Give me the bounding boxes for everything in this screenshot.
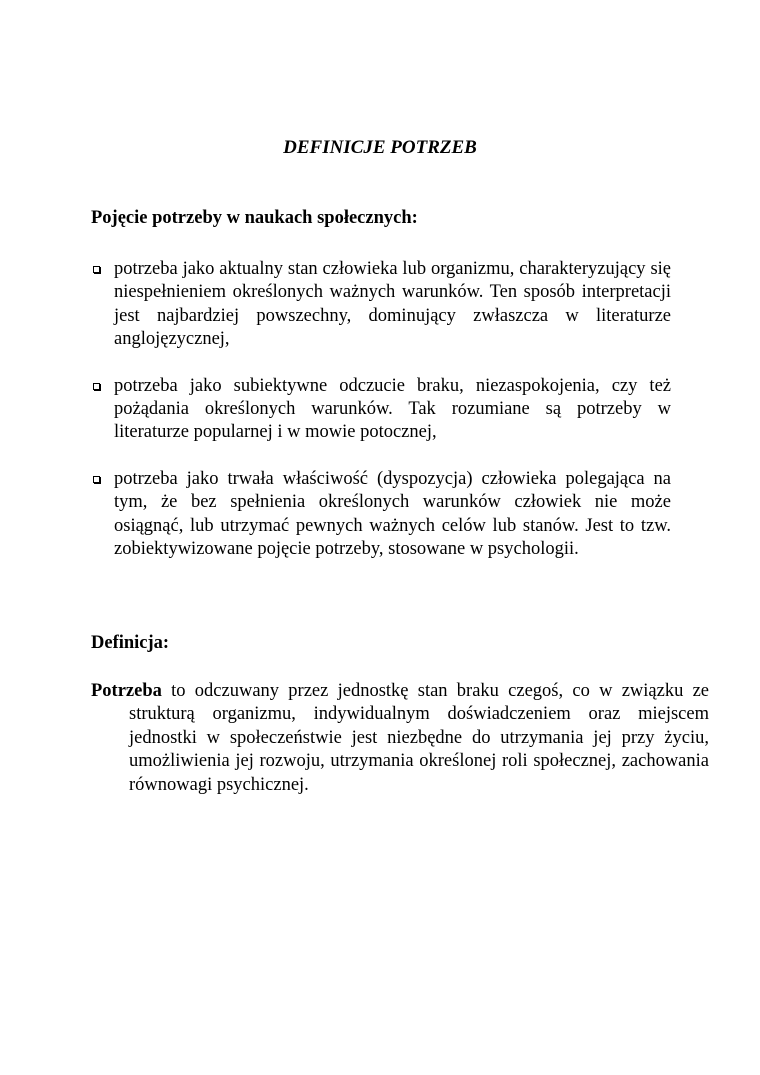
definition-heading: Definicja:	[91, 633, 170, 653]
list-item	[91, 375, 671, 445]
square-bullet-icon	[93, 476, 100, 483]
list-item	[91, 258, 671, 352]
definition-text: to odczuwany przez jednostkę stan braku czegoś, co w związku ze strukturą organizmu, indywidualnym doświadczeniem oraz miejscem jednostki w społeczeństwie jest niezbędne do utrzymania jej przy życiu, umożliwienia jej rozwoju, utrzymania określonej roli społecznej, zachowania równowagi psychicznej.	[129, 681, 710, 795]
square-bullet-icon	[93, 266, 100, 273]
definition-term: Potrzeba	[91, 681, 162, 701]
list-item-text: potrzeba jako aktualny stan człowieka lub organizmu, charakteryzujący się niespełnieniem określonych ważnych warunków. Ten sposób interpretacji jest najbardziej powszechny, dominujący zwłaszcza w literaturze anglojęzycznej,	[114, 259, 671, 350]
list-item	[91, 468, 671, 562]
square-bullet-icon	[93, 383, 100, 390]
document-title: DEFINICJE POTRZEB	[283, 137, 477, 158]
list-item-text: potrzeba jako subiektywne odczucie braku, niezaspokojenia, czy też pożądania określonych warunków. Tak rozumiane są potrzeby w literaturze popularnej i w mowie potocznej,	[114, 375, 671, 443]
bullet-list	[91, 258, 671, 584]
section-heading: Pojęcie potrzeby w naukach społecznych:	[91, 208, 418, 228]
list-item-text: potrzeba jako trwała właściwość (dyspozycja) człowieka polegająca na tym, że bez spełnienia określonych warunków człowiek nie może osiągnąć, lub utrzymać pewnych ważnych celów lub stanów. Jest to tzw. zobiektywizowane pojęcie potrzeby, stosowane w psychologii.	[114, 468, 671, 560]
definition-paragraph	[91, 680, 709, 797]
